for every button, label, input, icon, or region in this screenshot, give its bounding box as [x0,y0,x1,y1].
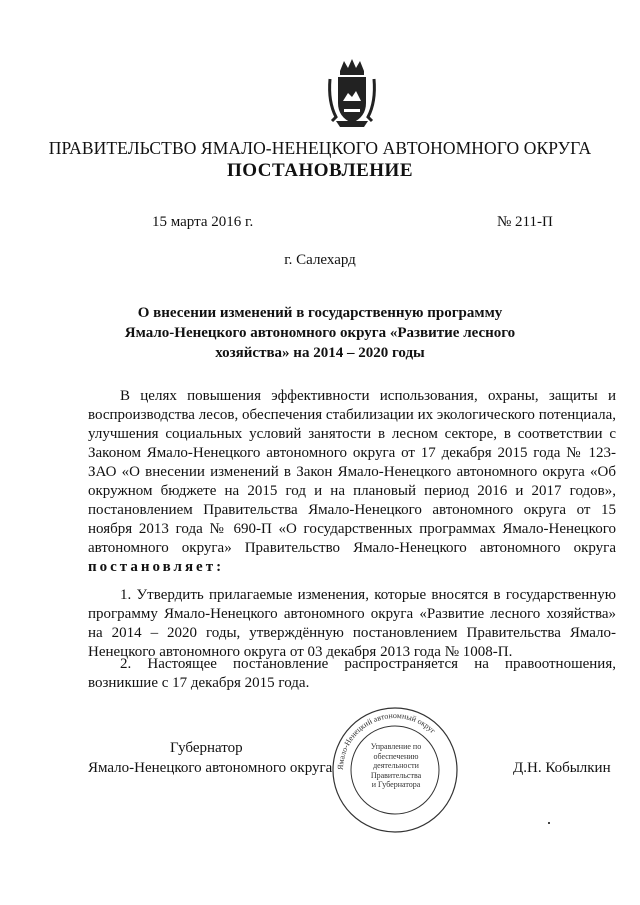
document-city: г. Салехард [284,252,356,268]
resolves-word: постановляет: [88,559,225,575]
stamp-line: Правительства [370,770,422,780]
document-date: 15 марта 2016 г. [152,214,254,230]
stamp-inner-text [360,742,432,790]
document-number: № 211-П [497,214,553,230]
document-title-line: О внесении изменений в государственную программу [137,305,503,321]
clause-1-text: 1. Утвердить прилагаемые изменения, которые вносятся в государственную программу Ямало-Ненецкого автономного округа «Развитие лесного хозяйства» на 2014 – 2020 годы, утверждённую постановлением Правительства Ямало-Ненецкого автономного округа от 03 декабря 2013 года № 1008-П. [88,587,616,660]
organization-name: ПРАВИТЕЛЬСТВО ЯМАЛО-НЕНЕЦКОГО АВТОНОМНОГО ОКРУГА [48,138,592,158]
document-title-line: Ямало-Ненецкого автономного округа «Развитие лесного [124,325,516,341]
clause-2 [88,655,616,693]
signatory-name: Д.Н. Кобылкин [513,760,611,776]
coat-of-arms-icon [326,57,378,129]
signatory-region: Ямало-Ненецкого автономного округа [88,760,333,776]
stamp-line: деятельности [373,761,419,770]
stamp-line: Управление по [370,742,422,751]
stamp-ring-text: Ямало-Ненецкий автономный округ [335,710,438,771]
stamp-line: обеспечению [373,751,419,761]
clause-1 [88,586,616,662]
document-title-line: хозяйства» на 2014 – 2020 годы [215,345,425,361]
preamble-text: В целях повышения эффективности использования, охраны, защиты и воспроизводства лесов, обеспечения стабилизации их экологического потенциала, улучшения социальных условий занятости в лесном секторе, в соответствии с Законом Ямало-Ненецкого автономного округа от 17 декабря 2015 года № 123-ЗАО «О внесении изменений в Закон Ямало-Ненецкого автономного округа «Об окружном бюджете на 2015 год и на плановый период 2016 и 2017 годов», постановлением Правительства Ямало-Ненецкого автономного округа от 15 ноября 2013 года № 690-П «О государственных программах Ямало-Ненецкого автономного округа» Правительство Ямало-Ненецкого автономного округа [88,388,616,556]
clause-2-text: 2. Настоящее постановление распространяется на правоотношения, возникшие с 17 декабря 2015 года. [88,656,616,691]
scan-speck [548,822,550,824]
document-type: ПОСТАНОВЛЕНИЕ [226,160,414,181]
preamble-paragraph [88,387,616,577]
signatory-role: Губернатор [170,740,243,756]
stamp-line: и Губернатора [371,780,421,789]
